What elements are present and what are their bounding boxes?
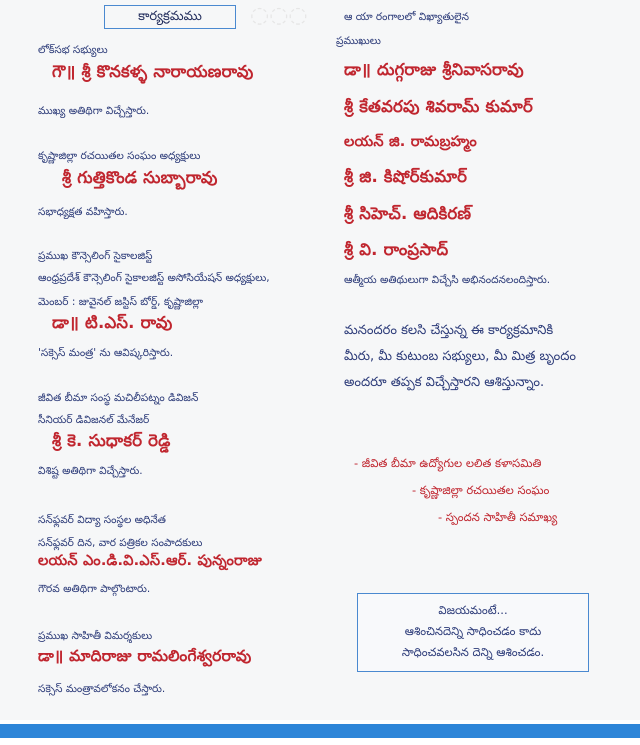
quote-line-2: ఆశించినదెన్ని సాధించడం కాదు bbox=[404, 624, 542, 638]
guest-name-4: శ్రీ జి. కిషోర్‌కుమార్ bbox=[344, 167, 468, 186]
entry-2-role: సభాధ్యక్షత వహిస్తారు. bbox=[38, 206, 128, 218]
organizer-2: - కృష్ణాజిల్లా రచయితల సంఘం bbox=[412, 483, 550, 497]
entry-1-designation: లోక్‌సభ సభ్యులు bbox=[38, 44, 108, 56]
entry-3-designation: ప్రముఖ కౌన్సెలింగ్ సైకాలజిస్ట్ bbox=[38, 250, 153, 262]
invitation-text bbox=[344, 318, 634, 396]
entry-3-association: ఆంధ్రప్రదేశ్ కౌన్సెలింగ్ సైకాలజిస్ట్ అసోసియేషన్ అధ్యక్షులు, bbox=[38, 272, 270, 284]
entry-6-name: డా॥ మాదిరాజు రామలింగేశ్వరరావు bbox=[38, 647, 252, 665]
guests-intro-line-2: ప్రముఖులు bbox=[336, 35, 381, 47]
entry-2-name: శ్రీ గుత్తికొండ సుబ్బారావు bbox=[62, 168, 218, 187]
guest-name-6: శ్రీ వి. రాంప్రసాద్ bbox=[344, 240, 449, 259]
quote-box bbox=[357, 593, 589, 672]
entry-4-name: శ్రీ కె. సుధాకర్ రెడ్డి bbox=[52, 431, 171, 450]
entry-5-role: గౌరవ అతిథిగా పాల్గొంటారు. bbox=[38, 583, 151, 595]
entry-5-name: లయన్ ఎం.డి.వి.ఎస్.ఆర్. పున్నంరాజు bbox=[38, 553, 263, 569]
guests-intro-line-1: ఆ యా రంగాలలో విఖ్యాతులైన bbox=[344, 11, 469, 23]
entry-4-post: సీనియర్ డివిజనల్ మేనేజర్ bbox=[38, 414, 150, 426]
entry-6-role: సక్సెస్ మంత్రావలోకనం చేస్తారు. bbox=[38, 683, 166, 695]
entry-4-designation: జీవిత బీమా సంస్థ మచిలీపట్నం డివిజన్ bbox=[38, 392, 199, 404]
entry-3-board: మెంబర్ : జువైనల్ జస్టిస్ బోర్డ్, కృష్ణాజిల్లా bbox=[38, 296, 204, 308]
guest-name-1: డా॥ దుగ్గరాజు శ్రీనివాసరావు bbox=[344, 60, 524, 79]
guest-name-5: శ్రీ సిహెచ్. ఆదికిరణ్ bbox=[344, 204, 472, 223]
entry-6-designation: ప్రముఖ సాహితీ విమర్శకులు bbox=[38, 630, 153, 642]
entry-1-name: గౌ॥ శ్రీ కొనకళ్ళ నారాయణరావు bbox=[52, 62, 254, 81]
organizer-3: - స్పందన సాహితీ సమాఖ్య bbox=[438, 510, 558, 524]
entry-3-role: 'సక్సెస్ మంత్ర' ను ఆవిష్కరిస్తారు. bbox=[38, 347, 174, 359]
quote-line-3: సాధించవలసిన దెన్ని ఆశించడం. bbox=[401, 645, 545, 659]
programme-title: కార్యక్రమము bbox=[104, 5, 236, 29]
entry-2-designation: కృష్ణాజిల్లా రచయితల సంఘం అధ్యక్షులు bbox=[38, 150, 201, 162]
invitation-line-2: మీరు, మీ కుటుంబ సభ్యులు, మీ మిత్ర బృందం bbox=[344, 349, 576, 364]
invitation-line-1: మనందరం కలసి చేస్తున్న ఈ కార్యక్రమానికి bbox=[344, 323, 554, 338]
quote-line-1: విజయమంటే... bbox=[438, 603, 508, 617]
organizer-1: - జీవిత బీమా ఉద్యోగుల లలిత కళాసమితి bbox=[354, 456, 542, 470]
entry-1-role: ముఖ్య అతిథిగా విచ్చేస్తారు. bbox=[38, 105, 150, 117]
guests-role: ఆత్మీయ అతిథులుగా విచ్చేసి అభినందనలందిస్తారు. bbox=[344, 274, 551, 286]
guest-name-3: లయన్ జి. రామబ్రహ్మం bbox=[344, 134, 477, 150]
entry-5-designation: సన్‌ఫ్లవర్ విద్యా సంస్థల అధినేత bbox=[38, 514, 166, 526]
guest-name-2: శ్రీ కేతవరపు శివరామ్ కుమార్ bbox=[344, 97, 533, 116]
entry-5-post: సన్‌ఫ్లవర్ దిన, వార పత్రికల సంపాదకులు bbox=[38, 537, 203, 549]
background-show-through: ◌◌◌ bbox=[250, 2, 308, 28]
invitation-line-3: అందరూ తప్పక విచ్చేస్తారని ఆశిస్తున్నాం. bbox=[344, 375, 545, 390]
entry-4-role: విశిష్ట అతిథిగా విచ్చేస్తారు. bbox=[38, 465, 143, 477]
entry-3-name: డా॥ టి.ఎస్. రావు bbox=[52, 313, 173, 332]
bottom-border-band bbox=[0, 720, 640, 745]
